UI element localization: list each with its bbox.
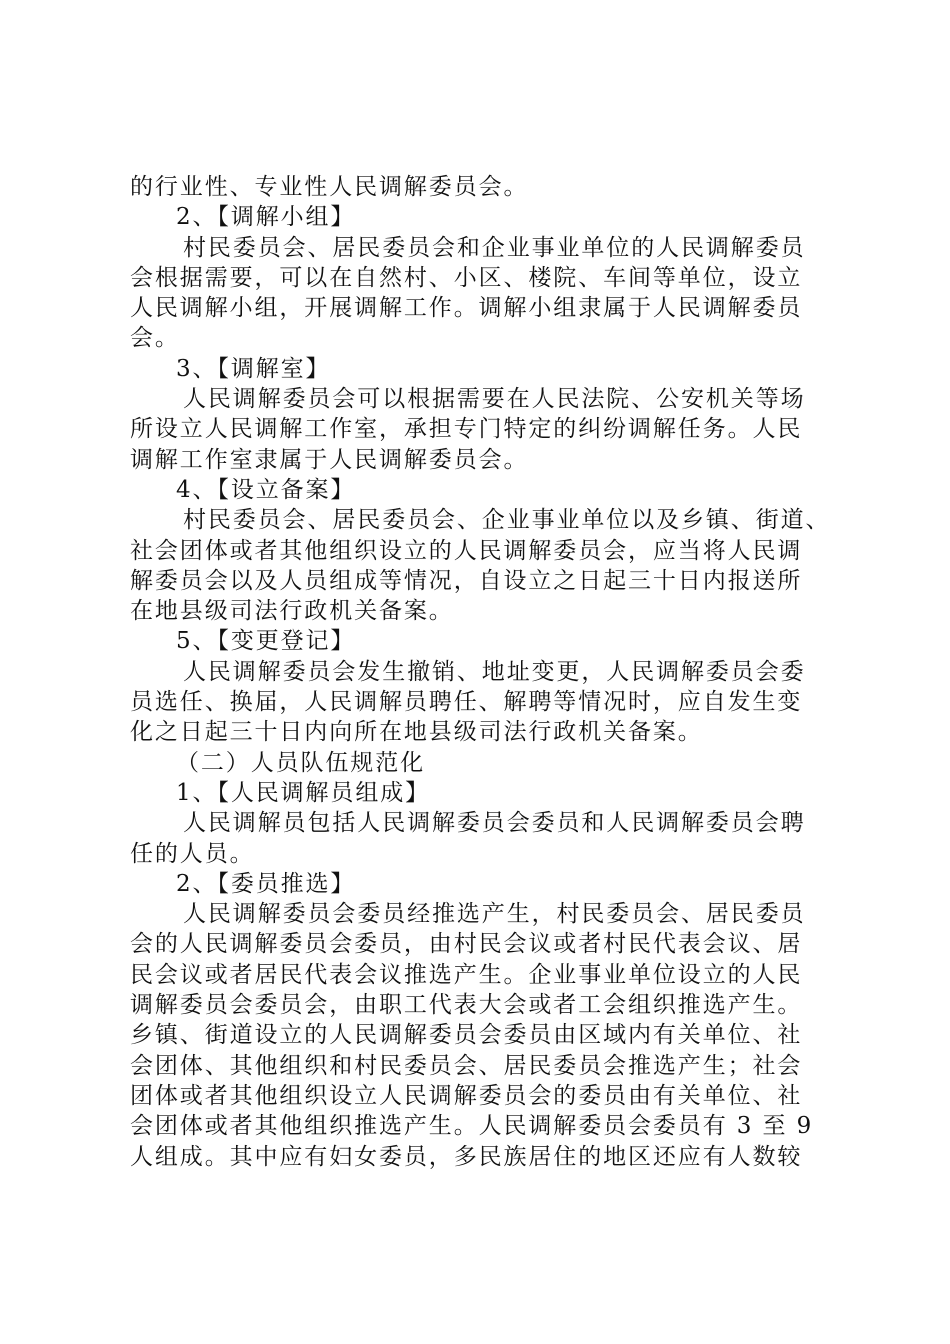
paragraph-line: 会根据需要，可以在自然村、小区、楼院、车间等单位，设立 — [130, 264, 803, 291]
paragraph-line: 人民调解小组，开展调解工作。调解小组隶属于人民调解委员 — [130, 295, 803, 322]
section-heading-mediation-room: 3、【调解室】 — [176, 355, 331, 382]
paragraph-line: 人民调解委员会发生撤销、地址变更，人民调解委员会委 — [183, 658, 806, 685]
text-line: 的行业性、专业性人民调解委员会。 — [130, 174, 529, 200]
document-page — [130, 172, 830, 1172]
section-heading-member-election: 2、【委员推选】 — [176, 870, 356, 897]
paragraph-line: 会的人民调解委员会委员，由村民会议或者村民代表会议、居 — [130, 931, 803, 958]
paragraph-line: 在地县级司法行政机关备案。 — [130, 598, 454, 625]
paragraph-line: 员选任、换届，人民调解员聘任、解聘等情况时，应自发生变 — [130, 689, 803, 716]
paragraph-line: 乡镇、街道设立的人民调解委员会委员由区域内有关单位、社 — [130, 1022, 803, 1049]
paragraph-line: 解委员会以及人员组成等情况，自设立之日起三十日内报送所 — [130, 567, 803, 594]
paragraph-line: 人组成。其中应有妇女委员，多民族居住的地区还应有人数较 — [130, 1143, 803, 1170]
section-heading-mediator-composition: 1、【人民调解员组成】 — [176, 779, 431, 806]
paragraph-line: 人民调解委员会可以根据需要在人民法院、公安机关等场 — [183, 386, 806, 413]
paragraph-line: 村民委员会、居民委员会、企业事业单位以及乡镇、街道、 — [183, 507, 831, 534]
chapter-heading-personnel: （二）人员队伍规范化 — [176, 749, 425, 776]
paragraph-line: 调解工作室隶属于人民调解委员会。 — [130, 446, 529, 473]
paragraph-line: 调解委员会委员会，由职工代表大会或者工会组织推选产生。 — [130, 992, 803, 1019]
paragraph-line: 民会议或者居民代表会议推选产生。企业事业单位设立的人民 — [130, 961, 803, 988]
section-heading-filing: 4、【设立备案】 — [176, 476, 356, 503]
paragraph-line: 化之日起三十日内向所在地县级司法行政机关备案。 — [130, 719, 703, 746]
paragraph-line: 社会团体或者其他组织设立的人民调解委员会，应当将人民调 — [130, 537, 803, 564]
section-heading-mediation-group: 2、【调解小组】 — [176, 204, 356, 231]
paragraph-line: 所设立人民调解工作室，承担专门特定的纠纷调解任务。人民 — [130, 416, 803, 443]
section-heading-change-registration: 5、【变更登记】 — [176, 628, 356, 655]
paragraph-line: 会团体、其他组织和村民委员会、居民委员会推选产生；社会 — [130, 1052, 803, 1079]
paragraph-line: 会。 — [130, 325, 180, 352]
paragraph-line: 任的人员。 — [130, 840, 255, 867]
paragraph-line: 村民委员会、居民委员会和企业事业单位的人民调解委员 — [183, 234, 806, 261]
paragraph-line: 人民调解员包括人民调解委员会委员和人民调解委员会聘 — [183, 810, 806, 837]
paragraph-line: 人民调解委员会委员经推选产生，村民委员会、居民委员 — [183, 901, 806, 928]
paragraph-line: 会团体或者其他组织推选产生。人民调解委员会委员有 3 至 9 — [130, 1113, 814, 1140]
paragraph-line: 团体或者其他组织设立人民调解委员会的委员由有关单位、社 — [130, 1082, 803, 1109]
